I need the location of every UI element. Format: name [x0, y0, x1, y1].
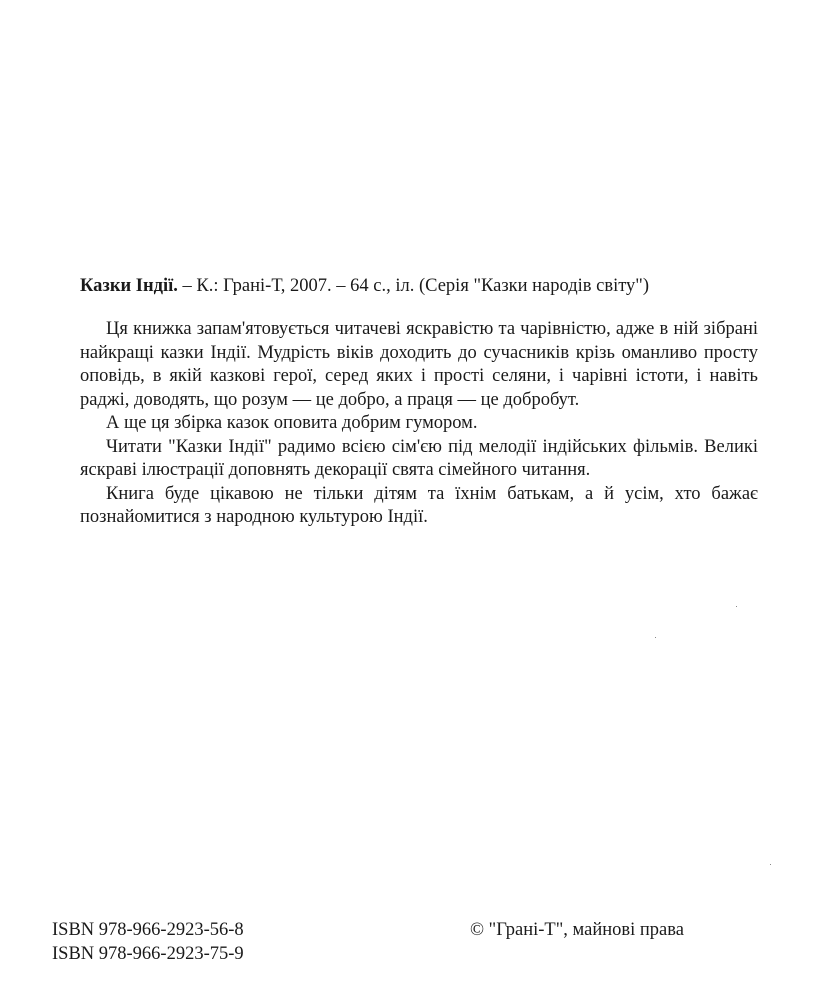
publication-details: – К.: Грані-Т, 2007. – 64 с., іл. (Серія "Казки народів світу"): [177, 276, 650, 296]
annotation-paragraph: Читати "Казки Індії" радимо всією сім'єю під мелодії індійських фільмів. Великі яскраві ілюстрації доповнять декорації свята сімейного читання.: [80, 436, 758, 480]
scan-speck: [770, 864, 771, 865]
annotation-paragraph: Ця книжка запам'ятовується читачеві яскравістю та чарівністю, адже в ній зібрані найкращі казки Індії. Мудрість віків доходить до сучасників крізь оманливо просту оповідь, в якій казкові герої, серед яких і прості селяни, і чарівні істоти, і навіть раджі, доводять, що розум — це добро, а праця — це добробут.: [80, 319, 758, 410]
annotation-paragraph: Книга буде цікавою не тільки дітям та їхнім батькам, а й усім, хто бажає познайомитися з народною культурою Індії.: [80, 483, 758, 527]
copyright-notice: © "Грані-Т", майнові права: [470, 920, 684, 940]
annotation-paragraph: А ще ця збірка казок оповита добрим гумором.: [106, 413, 478, 433]
scan-speck: [736, 606, 737, 607]
isbn-block: [52, 918, 244, 966]
scan-speck: [655, 637, 656, 638]
isbn-number: ISBN 978-966-2923-56-8: [52, 920, 244, 940]
book-title: Казки Індії.: [80, 276, 178, 296]
annotation: [80, 318, 758, 530]
bibliographic-entry: [80, 273, 770, 299]
isbn-number: ISBN 978-966-2923-75-9: [52, 944, 244, 964]
